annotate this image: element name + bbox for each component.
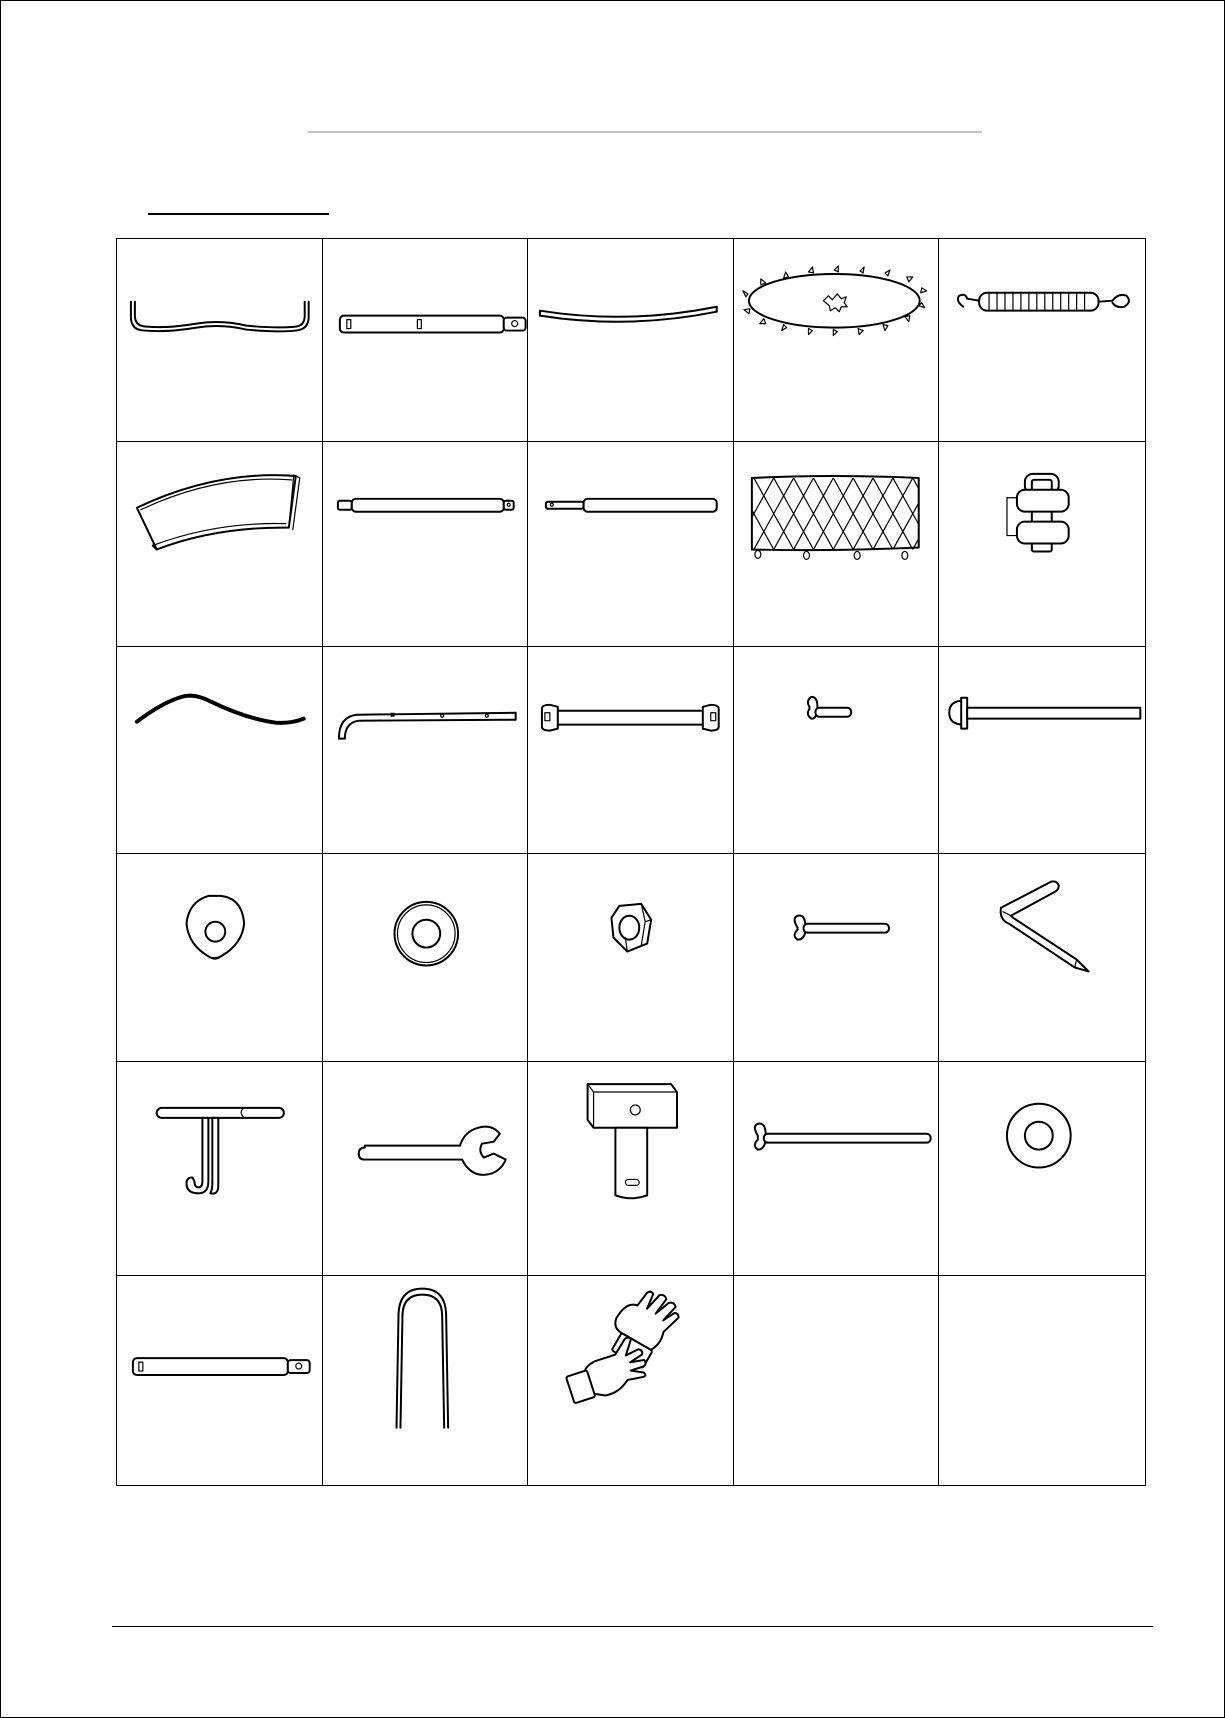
spring-cover-pad-icon bbox=[117, 442, 322, 646]
part-cell-28 bbox=[528, 1276, 734, 1485]
part-cell-26 bbox=[117, 1276, 323, 1485]
t-connector-bar-icon bbox=[117, 1276, 322, 1485]
parts-grid bbox=[116, 238, 1146, 1486]
flat-washer-icon bbox=[323, 854, 528, 1061]
footer-rule bbox=[112, 1626, 1153, 1627]
part-cell-24 bbox=[734, 1062, 940, 1276]
part-cell-7 bbox=[323, 442, 529, 647]
part-cell-25 bbox=[939, 1062, 1145, 1276]
extra-long-bolt-icon bbox=[734, 1062, 939, 1275]
title-underline bbox=[308, 131, 982, 133]
pole-clamp-icon bbox=[939, 442, 1145, 646]
jumping-mat-icon bbox=[734, 239, 939, 441]
part-cell-19 bbox=[734, 854, 940, 1062]
part-cell-11 bbox=[117, 647, 323, 854]
part-cell-29-empty bbox=[734, 1276, 940, 1485]
spring-puller-tool-icon bbox=[117, 1062, 322, 1275]
part-cell-15 bbox=[939, 647, 1145, 854]
part-cell-16 bbox=[117, 854, 323, 1062]
part-cell-30-empty bbox=[939, 1276, 1145, 1485]
spring-icon bbox=[939, 239, 1145, 441]
part-cell-22 bbox=[323, 1062, 529, 1276]
medium-bolt-icon bbox=[734, 854, 939, 1061]
part-cell-9 bbox=[734, 442, 940, 647]
leg-extension-tube-icon bbox=[323, 239, 528, 441]
hex-nut-icon bbox=[528, 854, 733, 1061]
part-cell-12 bbox=[323, 647, 529, 854]
curved-top-rail-icon bbox=[528, 239, 733, 441]
u-leg-icon bbox=[117, 239, 322, 441]
part-cell-5 bbox=[939, 239, 1145, 442]
enclosure-pole-upper-icon bbox=[528, 442, 733, 646]
large-washer-icon bbox=[939, 1062, 1145, 1275]
part-cell-18 bbox=[528, 854, 734, 1062]
wrench-icon bbox=[323, 1062, 528, 1275]
allen-key-icon bbox=[939, 854, 1145, 1061]
part-cell-21 bbox=[117, 1062, 323, 1276]
part-cell-1 bbox=[117, 239, 323, 442]
enclosure-pole-lower-icon bbox=[323, 442, 528, 646]
hammer-block-icon bbox=[528, 1062, 733, 1275]
safety-net-icon bbox=[734, 442, 939, 646]
short-bolt-icon bbox=[734, 647, 939, 853]
part-cell-20 bbox=[939, 854, 1145, 1062]
part-cell-2 bbox=[323, 239, 529, 442]
part-cell-23 bbox=[528, 1062, 734, 1276]
part-cell-6 bbox=[117, 442, 323, 647]
part-cell-14 bbox=[734, 647, 940, 854]
ground-stake-icon bbox=[323, 1276, 528, 1485]
section-heading-underline bbox=[148, 213, 329, 215]
part-cell-13 bbox=[528, 647, 734, 854]
curved-washer-icon bbox=[117, 854, 322, 1061]
long-bolt-icon bbox=[939, 647, 1145, 853]
part-cell-4 bbox=[734, 239, 940, 442]
part-cell-27 bbox=[323, 1276, 529, 1485]
net-top-rope-icon bbox=[117, 647, 322, 853]
part-cell-3 bbox=[528, 239, 734, 442]
part-cell-8 bbox=[528, 442, 734, 647]
curved-pole-top-icon bbox=[323, 647, 528, 853]
part-cell-10 bbox=[939, 442, 1145, 647]
foam-sleeve-tube-icon bbox=[528, 647, 733, 853]
gloves-icon bbox=[528, 1276, 733, 1485]
part-cell-17 bbox=[323, 854, 529, 1062]
